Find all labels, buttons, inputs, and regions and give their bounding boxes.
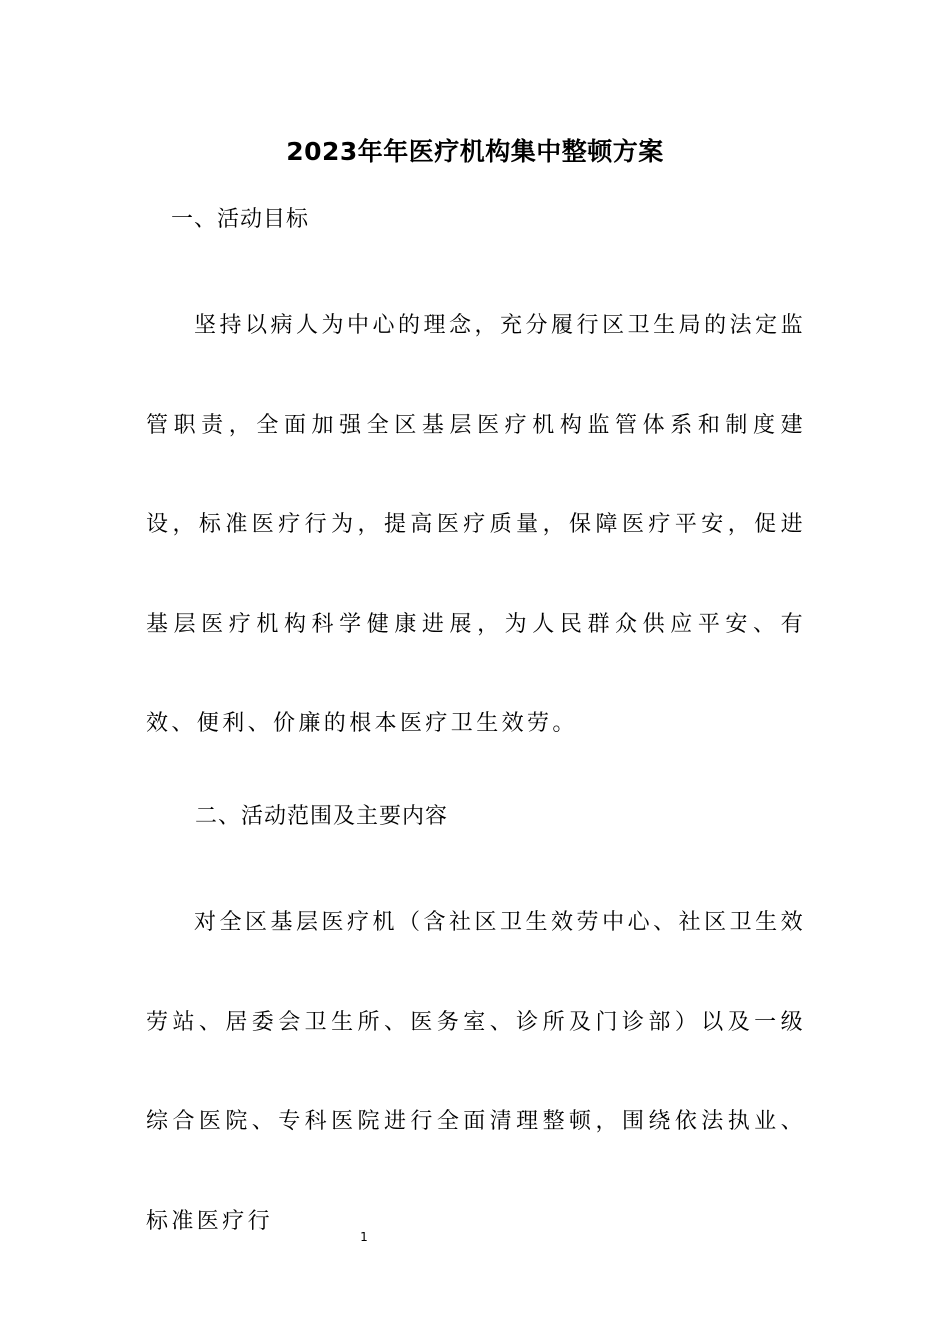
section-heading-goals: 一、活动目标 bbox=[171, 207, 310, 232]
page-number: 1 bbox=[360, 1230, 368, 1244]
section-paragraph-goals: 坚持以病人为中心的理念，充分履行区卫生局的法定监管职责，全面加强全区基层医疗机构监管体系和制度建设，标准医疗行为，提高医疗质量，保障医疗平安，促进基层医疗机构科学健康进展，为人民群众供应平安、有效、便利、价廉的根本医疗卫生效劳。 bbox=[146, 313, 806, 736]
section-paragraph-scope: 对全区基层医疗机（含社区卫生效劳中心、社区卫生效劳站、居委会卫生所、医务室、诊所及门诊部）以及一级综合医院、专科医院进行全面清理整顿，围绕依法执业、标准医疗行 bbox=[146, 910, 806, 1234]
document-title: 2023年年医疗机构集中整顿方案 bbox=[286, 137, 664, 166]
section-heading-scope: 二、活动范围及主要内容 bbox=[195, 804, 449, 829]
